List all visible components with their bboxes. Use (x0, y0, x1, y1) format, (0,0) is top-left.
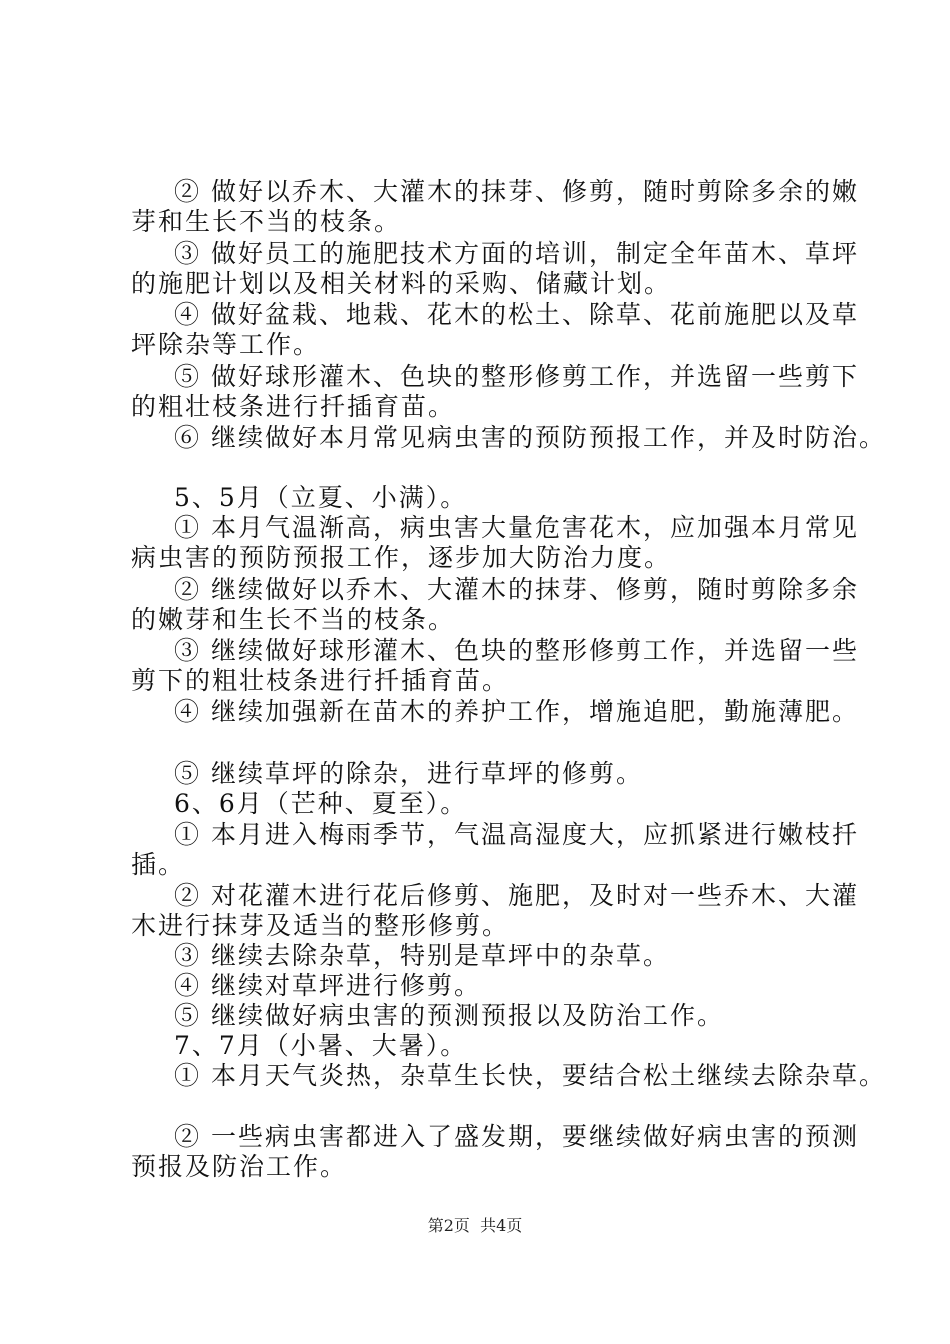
paragraph-line: ⑤ 继续草坪的除杂，进行草坪的修剪。 (174, 759, 643, 788)
paragraph-line: ③ 做好员工的施肥技术方面的培训，制定全年苗木、草坪 (174, 239, 859, 268)
paragraph-line: 病虫害的预防预报工作，逐步加大防治力度。 (131, 543, 672, 572)
page-total: 共4页 (480, 1216, 523, 1235)
page-number: 第2页 (427, 1216, 470, 1235)
page-footer (0, 1216, 950, 1236)
paragraph-line: ③ 继续做好球形灌木、色块的整形修剪工作，并选留一些 (174, 636, 859, 665)
paragraph-line: ⑥ 继续做好本月常见病虫害的预防预报工作，并及时防治。 (174, 423, 886, 452)
paragraph-line: ④ 继续加强新在苗木的养护工作，增施追肥，勤施薄肥。 (174, 697, 859, 726)
paragraph-line: ② 继续做好以乔木、大灌木的抹芽、修剪，随时剪除多余 (174, 575, 859, 604)
paragraph-line: ⑤ 做好球形灌木、色块的整形修剪工作，并选留一些剪下 (174, 362, 859, 391)
paragraph-line: ③ 继续去除杂草，特别是草坪中的杂草。 (174, 941, 670, 970)
paragraph-line: ① 本月进入梅雨季节，气温高湿度大，应抓紧进行嫩枝扦 (174, 820, 859, 849)
paragraph-line: ② 一些病虫害都进入了盛发期，要继续做好病虫害的预测 (174, 1122, 859, 1151)
paragraph-line: 插。 (131, 850, 186, 879)
paragraph-line: 的粗壮枝条进行扦插育苗。 (131, 392, 456, 421)
paragraph-line: 的施肥计划以及相关材料的采购、储藏计划。 (131, 269, 672, 298)
paragraph-line: 剪下的粗壮枝条进行扦插育苗。 (131, 666, 510, 695)
paragraph-line: ① 本月气温渐高，病虫害大量危害花木，应加强本月常见 (174, 513, 859, 542)
paragraph-line: ② 做好以乔木、大灌木的抹芽、修剪，随时剪除多余的嫩 (174, 177, 859, 206)
section-heading: 7、7月（小暑、大暑）。 (174, 1031, 468, 1060)
section-heading: 6、6月（芒种、夏至）。 (174, 789, 468, 818)
paragraph-line: ④ 继续对草坪进行修剪。 (174, 971, 481, 1000)
paragraph-line: ⑤ 继续做好病虫害的预测预报以及防治工作。 (174, 1001, 724, 1030)
paragraph-line: ① 本月天气炎热，杂草生长快，要结合松土继续去除杂草。 (174, 1061, 886, 1090)
section-heading: 5、5月（立夏、小满）。 (174, 483, 468, 512)
paragraph-line: 木进行抹芽及适当的整形修剪。 (131, 911, 510, 940)
paragraph-line: ② 对花灌木进行花后修剪、施肥，及时对一些乔木、大灌 (174, 881, 859, 910)
paragraph-line: 预报及防治工作。 (131, 1152, 348, 1181)
paragraph-line: 坪除杂等工作。 (131, 330, 321, 359)
paragraph-line: 芽和生长不当的枝条。 (131, 207, 402, 236)
paragraph-line: ④ 做好盆栽、地栽、花木的松土、除草、花前施肥以及草 (174, 300, 859, 329)
paragraph-line: 的嫩芽和生长不当的枝条。 (131, 605, 456, 634)
